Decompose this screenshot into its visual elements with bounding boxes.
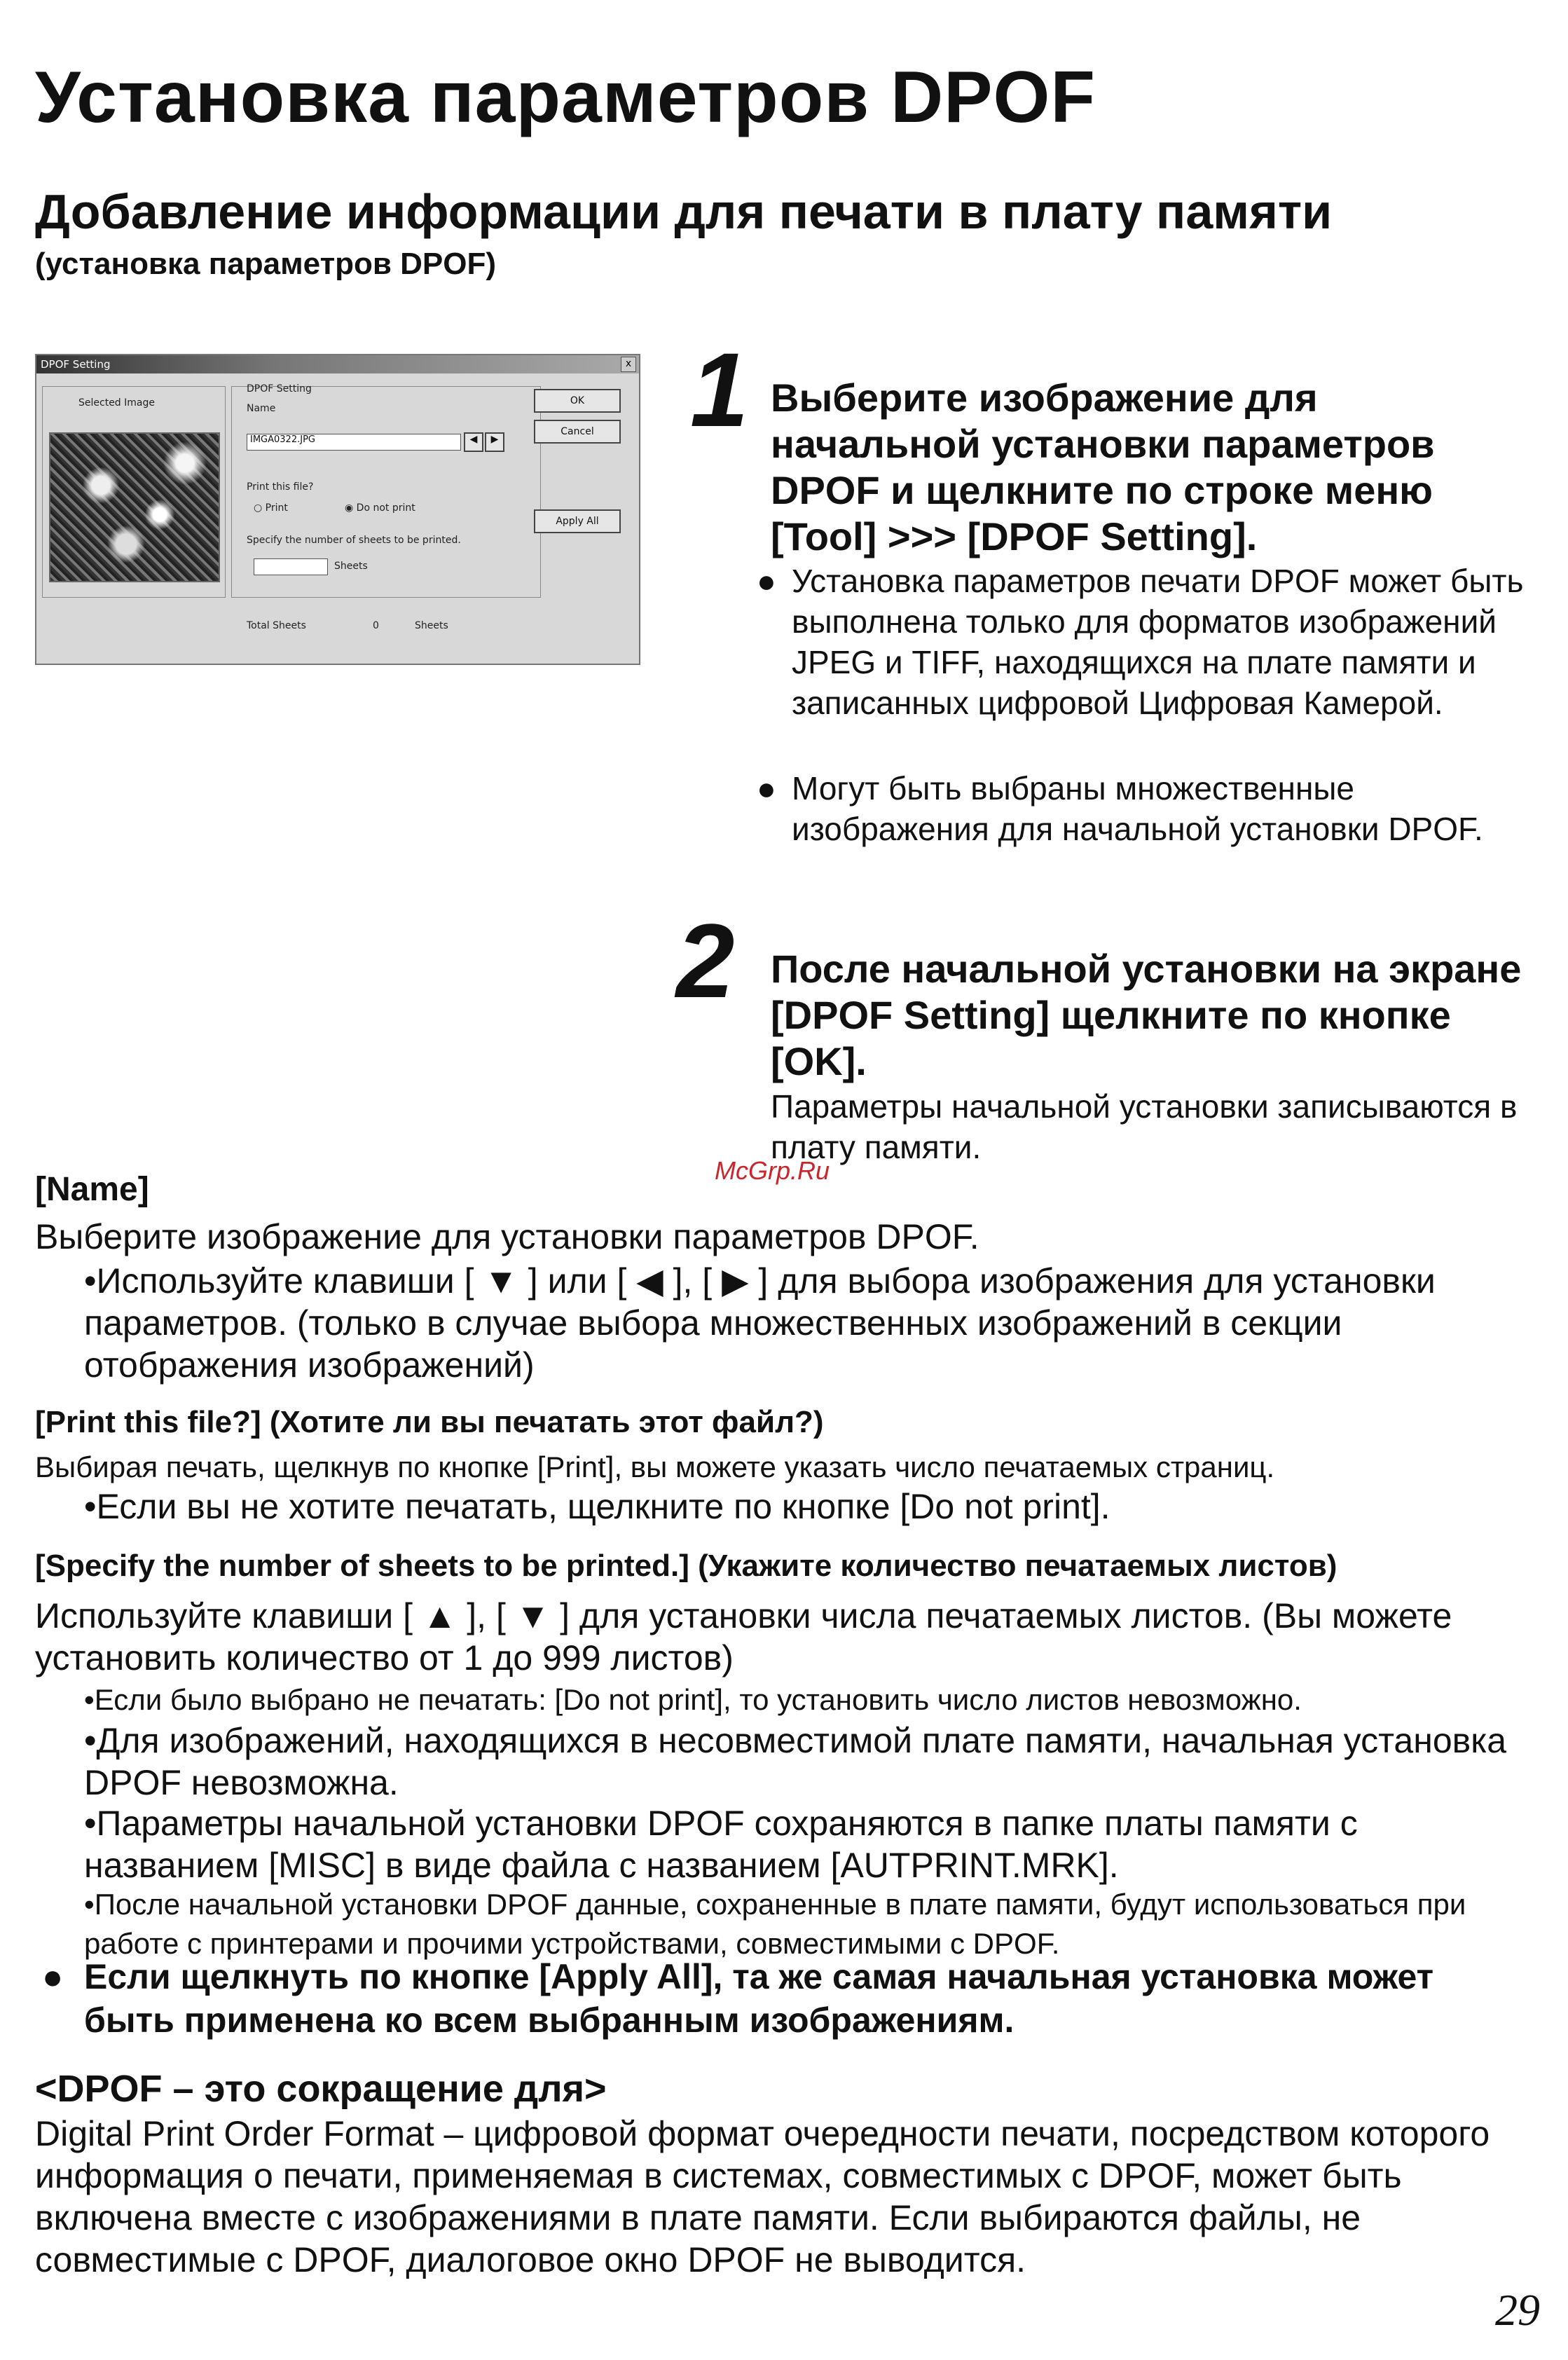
total-sheets-unit: Sheets (415, 620, 448, 631)
sheets-section-bullet-2: •Для изображений, находящихся в несовместимой плате памяти, начальная установка DPOF невозможна. (84, 1721, 1507, 1802)
watermark: McGrp.Ru (715, 1156, 830, 1185)
print-section-bullet: •Если вы не хотите печатать, щелкните по кнопке [Do not print]. (84, 1487, 1110, 1526)
page-number: 29 (1495, 2285, 1540, 2335)
selected-image-label: Selected Image (78, 397, 155, 409)
print-radio[interactable]: ○ Print (254, 502, 288, 514)
name-section-bullet: •Используйте клавиши [ ▼ ] или [ ◀ ], [ ▶ ] для выбора изображения для установки параметров. (только в случае выбора множественных изображений в секции отображения изображений) (84, 1261, 1436, 1385)
sheets-section-text: Используйте клавиши [ ▲ ], [ ▼ ] для установки числа печатаемых листов. (Вы можете установить количество от 1 до 999 листов) (35, 1596, 1452, 1678)
sheets-section-bullet-1: •Если было выбрано не печатать: [Do not print], то установить число листов невозможно. (84, 1683, 1302, 1716)
print-section-text: Выбирая печать, щелкнув по кнопке [Print], вы можете указать число печатаемых страниц. (35, 1450, 1275, 1483)
total-sheets-label: Total Sheets (247, 620, 306, 631)
dialog-titlebar: DPOF Setting (36, 355, 639, 373)
specify-sheets-label: Specify the number of sheets to be printed. (247, 535, 461, 546)
do-not-print-radio[interactable]: ◉ Do not print (345, 502, 415, 514)
step-2-body: Параметры начальной установки записываются в плату памяти. (771, 1088, 1518, 1165)
selected-image-preview (49, 432, 220, 582)
page-title: Установка параметров DPOF (35, 57, 1096, 138)
total-sheets-value: 0 (373, 620, 379, 631)
subtitle-note: (установка параметров DPOF) (35, 247, 497, 281)
name-section-text: Выберите изображение для установки параметров DPOF. (35, 1217, 979, 1256)
close-icon[interactable]: x (621, 357, 636, 372)
step-2-heading: После начальной установки на экране [DPOF Setting] щелкните по кнопке [OK]. (771, 947, 1522, 1083)
page-subtitle: Добавление информации для печати в плату памяти (35, 184, 1333, 239)
apply-all-button[interactable]: Apply All (534, 509, 621, 533)
name-select[interactable]: IMGA0322.JPG (247, 434, 461, 451)
sheets-section-heading: [Specify the number of sheets to be printed.] (Укажите количество печатаемых листов) (35, 1549, 1337, 1583)
dpof-dialog-screenshot (35, 354, 640, 665)
next-image-button[interactable]: ▶ (485, 432, 504, 452)
sheets-unit-label: Sheets (334, 561, 368, 572)
sheets-section-bullet-4: •После начальной установки DPOF данные, сохраненные в плате памяти, будут использоваться при работе с принтерами и прочими устройствами, совместимыми с DPOF. (84, 1888, 1466, 1960)
step-1-number: 1 (690, 331, 749, 448)
name-section-heading: [Name] (35, 1171, 149, 1208)
name-label: Name (247, 403, 276, 414)
do-not-print-label: Do not print (356, 502, 415, 514)
print-section-heading: [Print this file?] (Хотите ли вы печатать этот файл?) (35, 1405, 824, 1439)
print-radio-label: Print (265, 502, 288, 514)
ok-button[interactable]: OK (534, 389, 621, 413)
dpof-definition-text: Digital Print Order Format – цифровой формат очередности печати, посредством которого информация о печати, применяемая в системах, совместимых с DPOF, может быть включена вместе с изображениями в плате памяти. Если выбираются файлы, не совместимые с DPOF, диалоговое окно DPOF не выводится. (35, 2114, 1490, 2279)
sheets-stepper[interactable] (254, 558, 328, 575)
dpof-definition-heading: <DPOF – это сокращение для> (35, 2068, 607, 2110)
step-1-heading: Выберите изображение для начальной установки параметров DPOF и щелкните по строке меню [Tool] >>> [DPOF Setting]. (771, 376, 1435, 558)
dpof-setting-label: DPOF Setting (247, 383, 312, 395)
cancel-button[interactable]: Cancel (534, 420, 621, 444)
prev-image-button[interactable]: ◀ (464, 432, 483, 452)
print-question-label: Print this file? (247, 481, 314, 493)
sheets-section-bullet-3: •Параметры начальной установки DPOF сохраняются в папке платы памяти с названием [MISC] в виде файла с названием [AUTPRINT.MRK]. (84, 1804, 1358, 1885)
step-2-number: 2 (676, 902, 735, 1020)
